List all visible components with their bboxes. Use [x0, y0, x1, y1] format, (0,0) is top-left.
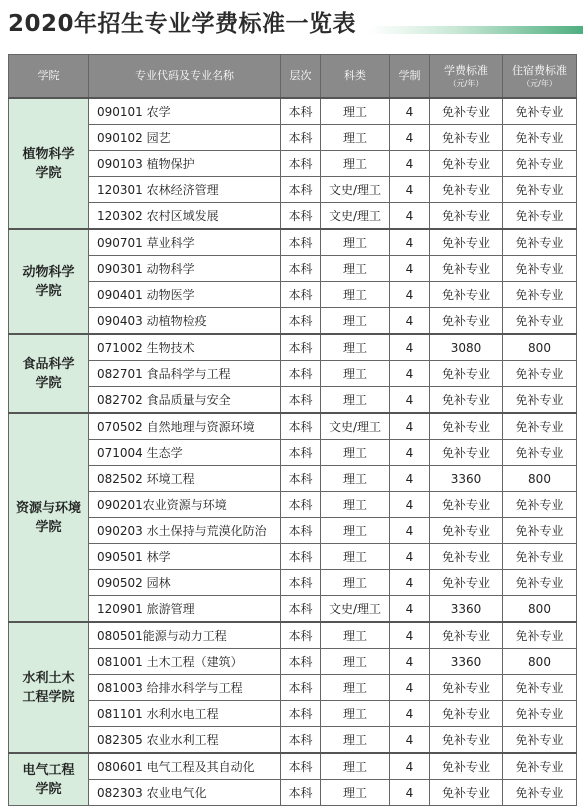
dorm-cell: 免补专业 [503, 229, 577, 256]
category-cell: 理工 [321, 675, 390, 701]
tuition-cell: 免补专业 [430, 413, 503, 440]
college-cell [9, 229, 89, 334]
college-name-line: 食品科学 [22, 356, 75, 372]
category-cell: 理工 [321, 492, 390, 518]
tuition-cell: 免补专业 [430, 98, 503, 125]
table-row [9, 440, 577, 466]
major-cell: 090301 动物科学 [89, 256, 281, 282]
duration-cell: 4 [390, 125, 430, 151]
tuition-cell: 免补专业 [430, 753, 503, 780]
category-cell: 理工 [321, 256, 390, 282]
header-major: 专业代码及专业名称 [89, 55, 281, 99]
duration-cell: 4 [390, 413, 430, 440]
header-duration: 学制 [390, 55, 430, 99]
duration-cell: 4 [390, 596, 430, 623]
college-cell [9, 753, 89, 806]
table-row [9, 753, 577, 780]
duration-cell: 4 [390, 727, 430, 754]
tuition-cell: 免补专业 [430, 151, 503, 177]
table-row [9, 675, 577, 701]
tuition-cell: 免补专业 [430, 256, 503, 282]
level-cell: 本科 [281, 387, 321, 414]
dorm-cell: 免补专业 [503, 413, 577, 440]
tuition-cell: 免补专业 [430, 780, 503, 806]
major-cell: 090102 园艺 [89, 125, 281, 151]
table-row [9, 544, 577, 570]
dorm-cell: 免补专业 [503, 387, 577, 414]
table-row [9, 203, 577, 230]
tuition-cell: 免补专业 [430, 361, 503, 387]
major-cell: 090501 林学 [89, 544, 281, 570]
category-cell: 理工 [321, 387, 390, 414]
level-cell: 本科 [281, 492, 321, 518]
category-cell: 理工 [321, 282, 390, 308]
level-cell: 本科 [281, 98, 321, 125]
tuition-cell: 免补专业 [430, 308, 503, 335]
major-cell: 082305 农业水利工程 [89, 727, 281, 754]
duration-cell: 4 [390, 675, 430, 701]
tuition-cell: 免补专业 [430, 701, 503, 727]
table-row [9, 256, 577, 282]
college-name-line: 学院 [35, 165, 62, 181]
major-cell: 090203 水土保持与荒漠化防治 [89, 518, 281, 544]
level-cell: 本科 [281, 701, 321, 727]
tuition-cell: 免补专业 [430, 387, 503, 414]
major-cell: 080501能源与动力工程 [89, 622, 281, 649]
level-cell: 本科 [281, 780, 321, 806]
major-cell: 120901 旅游管理 [89, 596, 281, 623]
dorm-cell: 免补专业 [503, 308, 577, 335]
level-cell: 本科 [281, 596, 321, 623]
college-name-line: 电气工程 [22, 762, 75, 778]
category-cell: 理工 [321, 701, 390, 727]
duration-cell: 4 [390, 466, 430, 492]
category-cell: 理工 [321, 622, 390, 649]
major-cell: 090101 农学 [89, 98, 281, 125]
duration-cell: 4 [390, 518, 430, 544]
level-cell: 本科 [281, 622, 321, 649]
category-cell: 文史/理工 [321, 203, 390, 230]
dorm-cell: 免补专业 [503, 753, 577, 780]
table-row [9, 413, 577, 440]
duration-cell: 4 [390, 334, 430, 361]
category-cell: 理工 [321, 780, 390, 806]
major-cell: 090401 动物医学 [89, 282, 281, 308]
dorm-cell: 免补专业 [503, 780, 577, 806]
tuition-cell: 3360 [430, 466, 503, 492]
tuition-cell: 免补专业 [430, 229, 503, 256]
level-cell: 本科 [281, 440, 321, 466]
college-cell [9, 413, 89, 622]
level-cell: 本科 [281, 544, 321, 570]
level-cell: 本科 [281, 727, 321, 754]
category-cell: 理工 [321, 753, 390, 780]
major-cell: 082303 农业电气化 [89, 780, 281, 806]
major-cell: 070502 自然地理与资源环境 [89, 413, 281, 440]
dorm-cell: 免补专业 [503, 622, 577, 649]
dorm-cell: 免补专业 [503, 701, 577, 727]
dorm-cell: 800 [503, 466, 577, 492]
category-cell: 文史/理工 [321, 596, 390, 623]
category-cell: 理工 [321, 151, 390, 177]
tuition-cell: 免补专业 [430, 177, 503, 203]
level-cell: 本科 [281, 125, 321, 151]
duration-cell: 4 [390, 622, 430, 649]
college-cell [9, 622, 89, 753]
dorm-cell: 免补专业 [503, 151, 577, 177]
college-name-line: 植物科学 [22, 146, 75, 162]
table-row [9, 387, 577, 414]
tuition-cell: 免补专业 [430, 440, 503, 466]
header-college: 学院 [9, 55, 89, 99]
category-cell: 理工 [321, 361, 390, 387]
table-row [9, 727, 577, 754]
duration-cell: 4 [390, 780, 430, 806]
table-row [9, 518, 577, 544]
level-cell: 本科 [281, 308, 321, 335]
title-accent-bar [370, 26, 583, 34]
level-cell: 本科 [281, 675, 321, 701]
table-row [9, 649, 577, 675]
dorm-cell: 免补专业 [503, 361, 577, 387]
major-cell: 082701 食品科学与工程 [89, 361, 281, 387]
major-cell: 082702 食品质量与安全 [89, 387, 281, 414]
page-title: 2020年招生专业学费标准一览表 [8, 11, 357, 37]
major-cell: 071004 生态学 [89, 440, 281, 466]
dorm-cell: 免补专业 [503, 727, 577, 754]
tuition-cell: 免补专业 [430, 622, 503, 649]
table-row [9, 98, 577, 125]
level-cell: 本科 [281, 518, 321, 544]
dorm-cell: 免补专业 [503, 98, 577, 125]
college-name-line: 学院 [35, 781, 62, 797]
dorm-cell: 800 [503, 649, 577, 675]
category-cell: 文史/理工 [321, 177, 390, 203]
duration-cell: 4 [390, 701, 430, 727]
category-cell: 理工 [321, 440, 390, 466]
table-row [9, 125, 577, 151]
table-row [9, 596, 577, 623]
level-cell: 本科 [281, 413, 321, 440]
header-level: 层次 [281, 55, 321, 99]
header-tuition-unit: （元/年） [448, 78, 484, 88]
major-cell: 090403 动植物检疫 [89, 308, 281, 335]
table-row [9, 570, 577, 596]
tuition-cell: 免补专业 [430, 675, 503, 701]
duration-cell: 4 [390, 544, 430, 570]
major-cell: 071002 生物技术 [89, 334, 281, 361]
duration-cell: 4 [390, 203, 430, 230]
table-row [9, 492, 577, 518]
duration-cell: 4 [390, 649, 430, 675]
duration-cell: 4 [390, 361, 430, 387]
table-row [9, 334, 577, 361]
dorm-cell: 免补专业 [503, 544, 577, 570]
tuition-cell: 免补专业 [430, 203, 503, 230]
dorm-cell: 免补专业 [503, 256, 577, 282]
category-cell: 理工 [321, 125, 390, 151]
level-cell: 本科 [281, 151, 321, 177]
category-cell: 理工 [321, 518, 390, 544]
table-row [9, 229, 577, 256]
dorm-cell: 免补专业 [503, 518, 577, 544]
category-cell: 理工 [321, 544, 390, 570]
college-name-line: 资源与环境 [15, 500, 81, 516]
table-row [9, 622, 577, 649]
table-row [9, 282, 577, 308]
duration-cell: 4 [390, 570, 430, 596]
level-cell: 本科 [281, 753, 321, 780]
duration-cell: 4 [390, 229, 430, 256]
table-row [9, 308, 577, 335]
major-cell: 090201农业资源与环境 [89, 492, 281, 518]
table-row [9, 780, 577, 806]
duration-cell: 4 [390, 308, 430, 335]
dorm-cell: 免补专业 [503, 492, 577, 518]
tuition-cell: 免补专业 [430, 518, 503, 544]
major-cell: 090701 草业科学 [89, 229, 281, 256]
fee-table [8, 54, 577, 806]
level-cell: 本科 [281, 256, 321, 282]
category-cell: 理工 [321, 308, 390, 335]
level-cell: 本科 [281, 466, 321, 492]
tuition-cell: 3360 [430, 596, 503, 623]
dorm-cell: 免补专业 [503, 440, 577, 466]
table-row [9, 151, 577, 177]
college-name-line: 学院 [35, 283, 62, 299]
dorm-cell: 免补专业 [503, 675, 577, 701]
dorm-cell: 免补专业 [503, 177, 577, 203]
category-cell: 理工 [321, 229, 390, 256]
dorm-cell: 800 [503, 596, 577, 623]
fee-table-body [9, 98, 577, 806]
duration-cell: 4 [390, 177, 430, 203]
level-cell: 本科 [281, 649, 321, 675]
major-cell: 082502 环境工程 [89, 466, 281, 492]
duration-cell: 4 [390, 282, 430, 308]
college-name-line: 水利土木 [22, 670, 75, 686]
table-header-row [9, 55, 577, 99]
tuition-cell: 免补专业 [430, 125, 503, 151]
college-cell [9, 334, 89, 413]
tuition-cell: 3360 [430, 649, 503, 675]
level-cell: 本科 [281, 334, 321, 361]
tuition-cell: 免补专业 [430, 570, 503, 596]
category-cell: 理工 [321, 98, 390, 125]
level-cell: 本科 [281, 282, 321, 308]
college-cell [9, 98, 89, 229]
tuition-cell: 3080 [430, 334, 503, 361]
duration-cell: 4 [390, 440, 430, 466]
major-cell: 081003 给排水科学与工程 [89, 675, 281, 701]
category-cell: 理工 [321, 649, 390, 675]
header-category: 科类 [321, 55, 390, 99]
tuition-cell: 免补专业 [430, 727, 503, 754]
dorm-cell: 800 [503, 334, 577, 361]
college-name-line: 工程学院 [22, 689, 75, 705]
header-tuition: 学费标准 （元/年） [430, 55, 503, 99]
category-cell: 理工 [321, 466, 390, 492]
college-name-line: 动物科学 [22, 264, 75, 280]
college-name-line: 学院 [35, 519, 62, 535]
category-cell: 理工 [321, 727, 390, 754]
table-row [9, 361, 577, 387]
major-cell: 090502 园林 [89, 570, 281, 596]
tuition-cell: 免补专业 [430, 282, 503, 308]
level-cell: 本科 [281, 177, 321, 203]
major-cell: 090103 植物保护 [89, 151, 281, 177]
major-cell: 081001 土木工程（建筑） [89, 649, 281, 675]
duration-cell: 4 [390, 151, 430, 177]
dorm-cell: 免补专业 [503, 282, 577, 308]
duration-cell: 4 [390, 387, 430, 414]
category-cell: 文史/理工 [321, 413, 390, 440]
major-cell: 120302 农村区域发展 [89, 203, 281, 230]
dorm-cell: 免补专业 [503, 570, 577, 596]
category-cell: 理工 [321, 334, 390, 361]
tuition-cell: 免补专业 [430, 544, 503, 570]
dorm-cell: 免补专业 [503, 203, 577, 230]
major-cell: 081101 水利水电工程 [89, 701, 281, 727]
duration-cell: 4 [390, 753, 430, 780]
category-cell: 理工 [321, 570, 390, 596]
level-cell: 本科 [281, 570, 321, 596]
college-name-line: 学院 [35, 375, 62, 391]
header-dorm: 住宿费标准 （元/年） [503, 55, 577, 99]
level-cell: 本科 [281, 203, 321, 230]
table-row [9, 466, 577, 492]
level-cell: 本科 [281, 361, 321, 387]
table-row [9, 701, 577, 727]
major-cell: 120301 农林经济管理 [89, 177, 281, 203]
major-cell: 080601 电气工程及其自动化 [89, 753, 281, 780]
duration-cell: 4 [390, 492, 430, 518]
duration-cell: 4 [390, 256, 430, 282]
header-dorm-unit: （元/年） [522, 78, 557, 88]
tuition-cell: 免补专业 [430, 492, 503, 518]
dorm-cell: 免补专业 [503, 125, 577, 151]
table-row [9, 177, 577, 203]
level-cell: 本科 [281, 229, 321, 256]
duration-cell: 4 [390, 98, 430, 125]
